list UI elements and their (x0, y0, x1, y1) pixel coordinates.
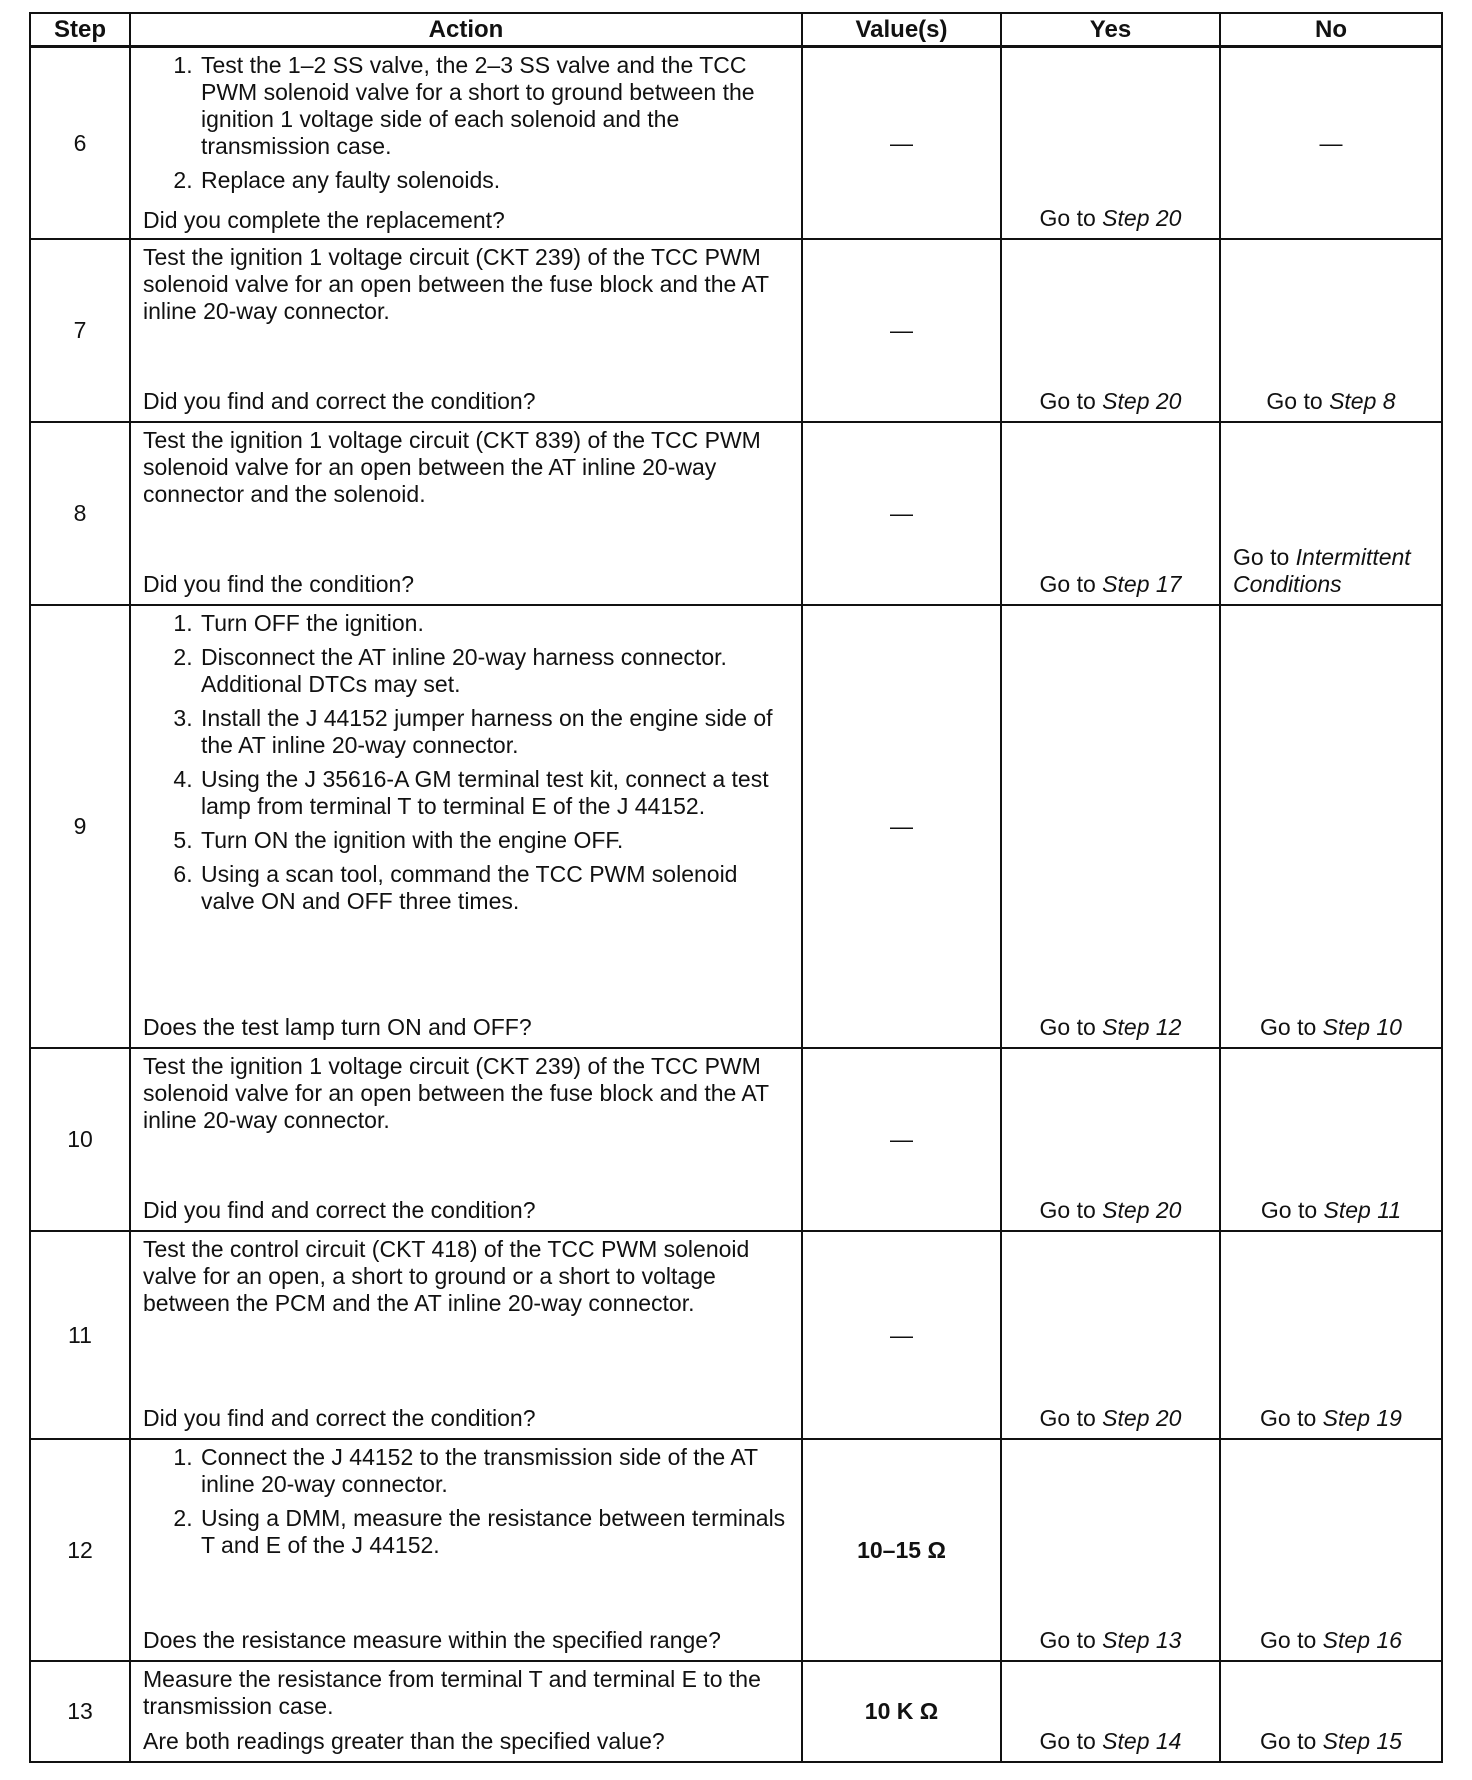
no-cell (1220, 1231, 1442, 1439)
yes-link[interactable]: Step 20 (1102, 205, 1182, 231)
action-question: Did you find the condition? (143, 571, 415, 597)
no-link[interactable]: Intermittent Conditions (1233, 544, 1411, 597)
action-cell (130, 1661, 802, 1762)
action-list (143, 52, 789, 201)
table-row (30, 422, 1442, 605)
yes-link[interactable]: Step 20 (1102, 1197, 1182, 1223)
go-to-label: Go to (1039, 571, 1096, 597)
table-row (30, 1661, 1442, 1762)
no-link[interactable]: Step 15 (1322, 1728, 1402, 1754)
action-cell (130, 1439, 802, 1661)
value-cell: — (802, 1231, 1001, 1439)
yes-link[interactable]: Step 20 (1102, 388, 1182, 414)
no-cell (1220, 605, 1442, 1048)
yes-cell (1001, 605, 1220, 1048)
header-step: Step (30, 13, 130, 47)
yes-link[interactable]: Step 20 (1102, 1405, 1182, 1431)
no-link[interactable]: Step 11 (1323, 1197, 1402, 1223)
no-cell (1220, 239, 1442, 422)
go-to-label: Go to (1266, 388, 1323, 414)
yes-link[interactable]: Step 14 (1102, 1728, 1182, 1754)
go-to-label: Go to (1260, 1014, 1317, 1040)
yes-cell (1001, 422, 1220, 605)
table-row (30, 605, 1442, 1048)
yes-cell (1001, 239, 1220, 422)
yes-cell (1001, 1048, 1220, 1231)
action-cell (130, 422, 802, 605)
action-list-item: 2. Disconnect the AT inline 20-way harness connector. Additional DTCs may set. (199, 644, 789, 698)
value-cell: — (802, 47, 1001, 240)
value-cell: 10–15 Ω (802, 1439, 1001, 1661)
action-cell (130, 47, 802, 240)
value-cell: — (802, 422, 1001, 605)
action-text: Test the ignition 1 voltage circuit (CKT 239) of the TCC PWM solenoid valve for an open between the fuse block and the AT inline 20-way connector. (143, 244, 769, 324)
action-cell (130, 1048, 802, 1231)
action-list-item: 6. Using a scan tool, command the TCC PWM solenoid valve ON and OFF three times. (199, 861, 789, 915)
go-to-label: Go to (1260, 1627, 1317, 1653)
value-cell: 10 K Ω (802, 1661, 1001, 1762)
header-yes: Yes (1001, 13, 1220, 47)
yes-link[interactable]: Step 12 (1102, 1014, 1182, 1040)
action-text: Test the ignition 1 voltage circuit (CKT 839) of the TCC PWM solenoid valve for an open between the AT inline 20-way connector and the solenoid. (143, 427, 761, 507)
table-row (30, 239, 1442, 422)
step-number: 10 (30, 1048, 130, 1231)
diagnostic-table-page (29, 12, 1441, 1763)
no-cell (1220, 1661, 1442, 1762)
action-list-item: 2. Using a DMM, measure the resistance between terminals T and E of the J 44152. (199, 1505, 789, 1559)
table-row (30, 1439, 1442, 1661)
step-number: 9 (30, 605, 130, 1048)
go-to-label: Go to (1039, 1728, 1096, 1754)
no-link[interactable]: Step 10 (1322, 1014, 1402, 1040)
action-list-item: 1. Connect the J 44152 to the transmission side of the AT inline 20-way connector. (199, 1444, 789, 1498)
action-text: Test the ignition 1 voltage circuit (CKT 239) of the TCC PWM solenoid valve for an open between the fuse block and the AT inline 20-way connector. (143, 1053, 769, 1133)
go-to-label: Go to (1260, 1197, 1318, 1223)
step-number: 12 (30, 1439, 130, 1661)
action-list (143, 1444, 789, 1566)
action-list-item: 5. Turn ON the ignition with the engine OFF. (199, 827, 789, 854)
action-question: Did you find and correct the condition? (143, 1405, 536, 1431)
value-cell: — (802, 239, 1001, 422)
go-to-label: Go to (1039, 1197, 1096, 1223)
yes-cell (1001, 1231, 1220, 1439)
step-number: 7 (30, 239, 130, 422)
action-question: Did you find and correct the condition? (143, 1197, 536, 1223)
no-cell (1220, 422, 1442, 605)
value-cell: — (802, 605, 1001, 1048)
no-cell (1220, 1439, 1442, 1661)
step-number: 6 (30, 47, 130, 240)
action-question: Are both readings greater than the specified value? (143, 1728, 665, 1754)
action-list (143, 610, 789, 922)
table-row (30, 1231, 1442, 1439)
no-link[interactable]: Step 8 (1329, 388, 1396, 414)
go-to-label: Go to (1233, 544, 1290, 570)
value-cell: — (802, 1048, 1001, 1231)
action-list-item: 3. Install the J 44152 jumper harness on the engine side of the AT inline 20-way connector. (199, 705, 789, 759)
diagnostic-table (29, 12, 1443, 1763)
go-to-label: Go to (1039, 388, 1096, 414)
action-list-item: 2. Replace any faulty solenoids. (199, 167, 789, 194)
header-action: Action (130, 13, 802, 47)
go-to-label: Go to (1039, 1627, 1096, 1653)
table-row (30, 1048, 1442, 1231)
action-cell (130, 605, 802, 1048)
header-no: No (1220, 13, 1442, 47)
action-list-item: 4. Using the J 35616-A GM terminal test kit, connect a test lamp from terminal T to terminal E of the J 44152. (199, 766, 789, 820)
action-question: Does the resistance measure within the specified range? (143, 1627, 721, 1653)
action-question: Did you find and correct the condition? (143, 388, 536, 414)
no-cell (1220, 1048, 1442, 1231)
go-to-label: Go to (1039, 205, 1096, 231)
yes-link[interactable]: Step 13 (1102, 1627, 1182, 1653)
action-cell (130, 1231, 802, 1439)
go-to-label: Go to (1260, 1728, 1317, 1754)
step-number: 8 (30, 422, 130, 605)
no-link[interactable]: Step 19 (1322, 1405, 1402, 1431)
go-to-label: Go to (1039, 1014, 1096, 1040)
header-row (30, 13, 1442, 47)
go-to-label: Go to (1039, 1405, 1096, 1431)
yes-link[interactable]: Step 17 (1102, 571, 1182, 597)
go-to-label: Go to (1260, 1405, 1317, 1431)
action-list-item: 1. Test the 1–2 SS valve, the 2–3 SS valve and the TCC PWM solenoid valve for a short to ground between the ignition 1 voltage side of each solenoid and the transmission case. (199, 52, 789, 160)
step-number: 11 (30, 1231, 130, 1439)
step-number: 13 (30, 1661, 130, 1762)
action-list-item: 1. Turn OFF the ignition. (199, 610, 789, 637)
table-row (30, 47, 1442, 240)
action-text: Test the control circuit (CKT 418) of the TCC PWM solenoid valve for an open, a short to ground or a short to voltage between the PCM and the AT inline 20-way connector. (143, 1236, 750, 1316)
no-link[interactable]: Step 16 (1322, 1627, 1402, 1653)
yes-cell (1001, 1661, 1220, 1762)
action-text: Measure the resistance from terminal T and terminal E to the transmission case. (143, 1666, 761, 1719)
yes-cell (1001, 1439, 1220, 1661)
no-cell: — (1220, 47, 1442, 240)
header-values: Value(s) (802, 13, 1001, 47)
action-question: Did you complete the replacement? (143, 207, 505, 233)
action-question: Does the test lamp turn ON and OFF? (143, 1014, 532, 1040)
action-cell (130, 239, 802, 422)
yes-cell (1001, 47, 1220, 240)
